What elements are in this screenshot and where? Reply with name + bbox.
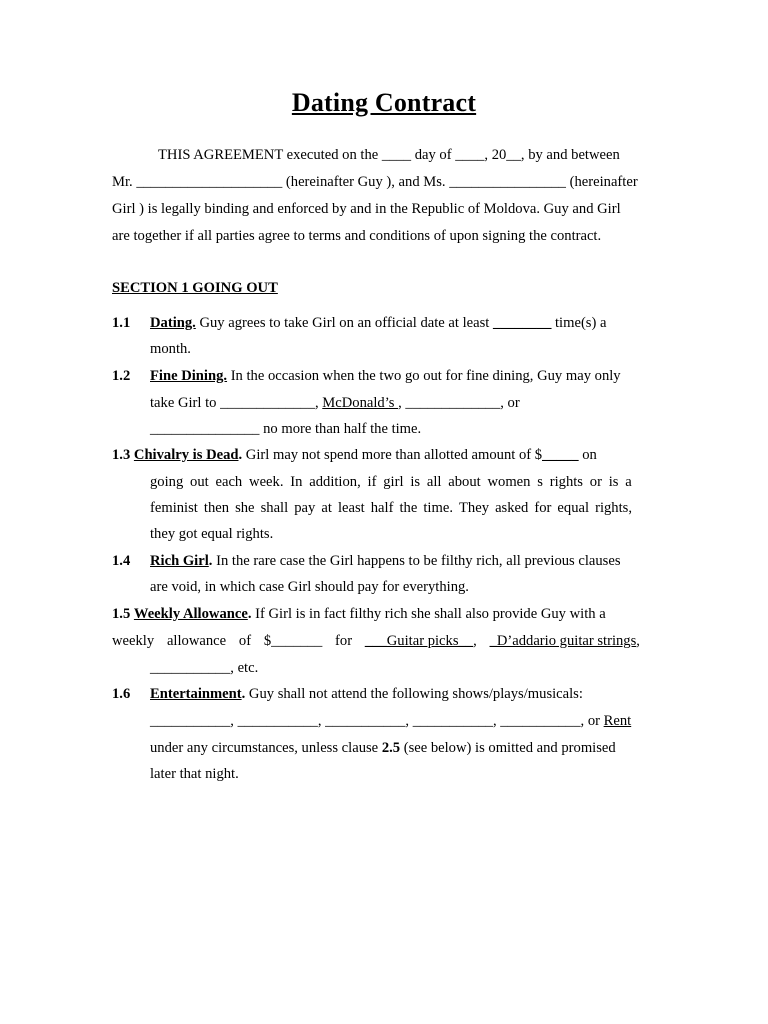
clause-title-dot: .	[208, 553, 213, 569]
clause-title: Weekly Allowance	[133, 606, 248, 622]
clause-title: Rich Girl	[150, 553, 209, 569]
clause-text: Guy shall not attend the following shows/plays/musicals:	[245, 686, 583, 702]
separator: ,	[405, 713, 413, 729]
clause-word: at	[321, 500, 332, 516]
clause-1-3-line-4: they got equal rights.	[150, 526, 274, 542]
clause-text: under any circumstances, unless clause	[150, 740, 382, 756]
clause-text: , or	[500, 395, 520, 411]
clause-word: s	[537, 474, 543, 490]
clause-word: women	[487, 474, 531, 490]
clause-word: out	[190, 474, 209, 490]
clause-1-1-line-1	[150, 313, 606, 333]
clause-word: equal	[557, 500, 590, 516]
clause-1-3-line-2	[150, 472, 632, 492]
filled-field: Rent	[603, 713, 632, 729]
clause-title: Dating.	[150, 315, 196, 331]
blank-field: ___________	[150, 660, 231, 676]
clause-word: In	[290, 474, 303, 490]
clause-word: week.	[249, 474, 284, 490]
blank-field: ___________	[150, 713, 231, 729]
blank-field: ___________	[237, 713, 318, 729]
clause-number: 1.4	[112, 553, 131, 569]
clause-number: 1.5	[112, 606, 131, 622]
clause-text: If Girl is in fact filthy rich she shall also provide Guy with a	[251, 606, 606, 622]
filled-field: _D’addario guitar strings	[489, 633, 637, 649]
clause-word: shall	[260, 500, 289, 516]
clause-word: half	[370, 500, 394, 516]
blank-field: _______________	[150, 421, 260, 437]
clause-word: if	[367, 474, 377, 490]
clause-word: a	[625, 474, 632, 490]
separator: ,	[492, 713, 501, 729]
blank-field: ___________	[500, 713, 581, 729]
separator: ,	[398, 395, 406, 411]
clause-text: Girl may not spend more than allotted amount of $	[242, 447, 543, 463]
allowance-item	[490, 631, 640, 651]
clause-word: girl	[383, 474, 404, 490]
clause-1-2-line-3	[150, 419, 421, 439]
document-title: Dating Contract	[291, 88, 477, 117]
clause-text: In the occasion when the two go out for fine dining, Guy may only	[227, 368, 621, 384]
blank-field: _____	[542, 447, 579, 463]
clause-title-dot: .	[238, 447, 243, 463]
clause-1-6-line-3	[150, 738, 616, 758]
clause-title: Fine Dining.	[150, 368, 228, 384]
clause-text: (see below) is omitted and promised	[400, 740, 616, 756]
blank-field: _____________	[405, 395, 501, 411]
clause-1-5-line-3	[150, 658, 258, 678]
clause-word: asked	[495, 500, 529, 516]
clause-1-2-line-2	[150, 393, 520, 413]
clause-text: no more than half the time.	[259, 421, 422, 437]
clause-number: 1.6	[112, 686, 131, 702]
clause-text: Guy agrees to take Girl on an official date at least	[195, 315, 493, 331]
clause-1-1-line-2: month.	[150, 341, 191, 357]
clause-word: all	[426, 474, 442, 490]
blank-field: _______	[271, 633, 323, 649]
separator: ,	[636, 633, 640, 649]
currency-symbol: $	[263, 633, 272, 649]
clause-1-2-line-1	[150, 366, 621, 386]
clause-title: Entertainment	[150, 686, 242, 702]
intro-line-3: Girl ) is legally binding and enforced by and in the Republic of Moldova. Guy and Girl	[112, 201, 621, 217]
clause-word: going	[150, 474, 184, 490]
clause-1-6-line-4: later that night.	[150, 766, 239, 782]
clause-word: she	[235, 500, 255, 516]
clause-number: 1.3	[112, 447, 131, 463]
clause-word: rights,	[595, 500, 632, 516]
clause-word: or	[589, 474, 602, 490]
clause-word: about	[448, 474, 481, 490]
separator: ,	[473, 633, 477, 649]
blank-field: ___________	[325, 713, 406, 729]
clause-number: 1.1	[112, 315, 131, 331]
filled-field: McDonald’s	[322, 395, 399, 411]
clause-1-3-line-3	[150, 498, 632, 518]
blank-field: _____________	[220, 395, 315, 411]
clause-text: on	[578, 447, 597, 463]
section-1-heading: SECTION 1 GOING OUT	[112, 280, 278, 296]
clause-text: , etc.	[230, 660, 259, 676]
intro-line-4: are together if all parties agree to terms and conditions of upon signing the contract.	[112, 228, 602, 244]
intro-line-2: Mr. ____________________ (hereinafter Guy ), and Ms. ________________ (hereinafter	[112, 174, 638, 190]
clause-text: of	[238, 633, 252, 649]
filled-field: ___Guitar picks__	[364, 633, 474, 649]
clause-1-4-line-2: are void, in which case Girl should pay for everything.	[150, 579, 469, 595]
blank-field: ___________	[412, 713, 493, 729]
clause-text: weekly	[112, 633, 155, 649]
clause-word: addition,	[309, 474, 361, 490]
intro-line-1: THIS AGREEMENT executed on the ____ day of ____, 20__, by and between	[158, 147, 620, 163]
clause-1-3-line-1	[112, 445, 597, 465]
clause-word: pay	[294, 500, 316, 516]
clause-1-5-line-2	[112, 631, 640, 651]
clause-title-dot: .	[241, 686, 246, 702]
clause-word: the	[399, 500, 418, 516]
allowance-amount	[264, 631, 322, 651]
clause-text: , or	[580, 713, 604, 729]
clause-text: In the rare case the Girl happens to be filthy rich, all previous clauses	[212, 553, 621, 569]
clause-title-dot: .	[247, 606, 252, 622]
clause-word: least	[337, 500, 365, 516]
clause-word: feminist	[150, 500, 198, 516]
clause-reference: 2.5	[381, 740, 401, 756]
clause-text: time(s) a	[551, 315, 607, 331]
allowance-item	[365, 631, 477, 651]
clause-number: 1.2	[112, 368, 131, 384]
clause-1-6-line-1	[150, 684, 583, 704]
clause-1-6-line-2	[150, 711, 631, 731]
clause-1-4-line-1	[150, 551, 621, 571]
clause-word: time.	[423, 500, 453, 516]
separator: ,	[317, 713, 326, 729]
blank-field: ________	[492, 315, 552, 331]
clause-1-5-line-1	[112, 604, 606, 624]
separator: ,	[230, 713, 238, 729]
clause-word: then	[203, 500, 230, 516]
clause-word: They	[459, 500, 490, 516]
clause-text: take Girl to	[150, 395, 221, 411]
clause-word: is	[608, 474, 619, 490]
clause-word: is	[410, 474, 421, 490]
clause-word: rights	[549, 474, 583, 490]
clause-title: Chivalry is Dead	[133, 447, 239, 463]
clause-text: for	[335, 633, 353, 649]
clause-word: for	[534, 500, 552, 516]
separator: ,	[314, 395, 323, 411]
clause-word: each	[215, 474, 243, 490]
clause-text: allowance	[166, 633, 227, 649]
